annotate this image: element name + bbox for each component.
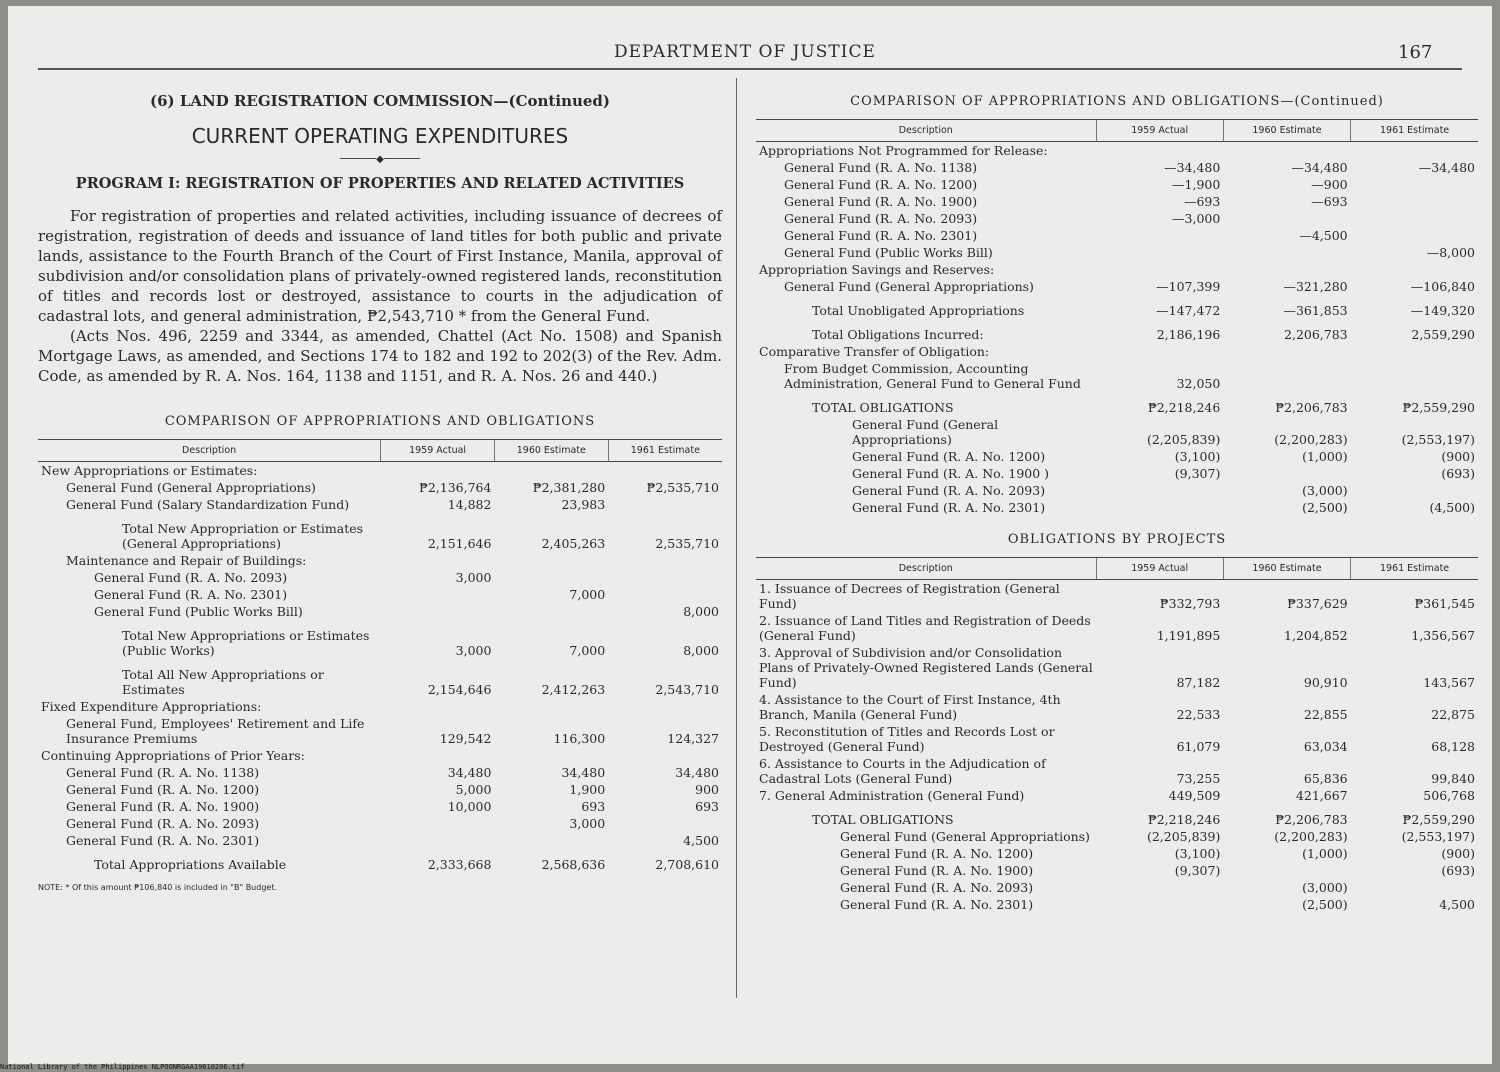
table-row [756,499,1478,516]
row-value: 61,079 [1176,739,1221,754]
row-label: Total New Appropriations or Estimates (Public Works) [122,628,370,658]
row-value: ₱2,206,783 [1275,812,1348,827]
row-value [494,462,608,480]
footnote: NOTE: * Of this amount ₱106,840 is included in "B" Budget. [38,883,278,892]
row-value: —34,480 [1164,160,1221,175]
row-label: General Fund (R. A. No. 2301) [852,500,1046,515]
table-row [38,798,722,815]
row-value: 34,480 [675,765,719,780]
row-value [1096,482,1223,499]
row-value: 2,412,263 [541,682,606,697]
row-value: (693) [1441,466,1475,481]
column-header: 1959 Actual [1096,558,1223,580]
row-value [381,552,495,569]
row-value: ₱2,381,280 [532,480,606,495]
table-title: COMPARISON OF APPROPRIATIONS AND OBLIGATIONS—(Continued) [850,94,1384,109]
row-value [1351,210,1478,227]
row-value: 2,708,610 [655,857,719,872]
row-value: —900 [1311,177,1348,192]
row-value: (3,000) [1302,483,1348,498]
row-value: ₱337,629 [1287,596,1348,611]
table-row [756,392,1478,416]
row-value: 1,900 [569,782,606,797]
row-value: (2,205,839) [1146,432,1221,447]
program-title: PROGRAM I: REGISTRATION OF PROPERTIES AND RELATED ACTIVITIES [75,175,685,192]
row-value [1223,343,1350,360]
comparison-table [38,439,722,873]
table-row [756,862,1478,879]
table-row [38,513,722,552]
row-label: General Fund (R. A. No. 2301) [840,897,1034,912]
row-value: (2,500) [1302,897,1348,912]
row-value: 2,154,646 [427,682,492,697]
row-label: Total Appropriations Available [94,857,287,872]
table-row [38,781,722,798]
row-value: —693 [1183,194,1221,209]
row-value: —1,900 [1172,177,1221,192]
row-value: 32,050 [1176,376,1221,391]
row-value: —3,000 [1172,211,1221,226]
row-value: 506,768 [1423,788,1475,803]
row-value [381,747,495,764]
row-value: —107,399 [1156,279,1221,294]
row-value [494,747,608,764]
row-value: 2,186,196 [1156,327,1221,342]
row-value: (900) [1441,449,1475,464]
table-row [38,659,722,698]
row-label: General Fund (R. A. No. 1200) [840,846,1034,861]
row-value: 7,000 [569,643,606,658]
row-value [1223,862,1350,879]
row-label: Appropriation Savings and Reserves: [759,262,995,277]
row-value [1351,360,1478,392]
row-value: 2,543,710 [655,682,719,697]
row-value: —361,853 [1283,303,1348,318]
row-value: ₱2,559,290 [1402,400,1475,415]
table-row [756,879,1478,896]
row-label: General Fund (R. A. No. 1200) [66,782,260,797]
row-label: General Fund (General Appropriations) [66,480,316,495]
row-value [1351,142,1478,160]
row-value [381,603,495,620]
row-value [1223,244,1350,261]
column-header: Description [38,440,381,462]
row-label: Total All New Appropriations or Estimates [122,667,324,697]
table-row [756,227,1478,244]
row-value: (1,000) [1302,846,1348,861]
row-label: General Fund (R. A. No. 1900 ) [852,466,1050,481]
row-label: General Fund (R. A. No. 2301) [784,228,978,243]
document-page [8,6,1492,1064]
left-column [38,84,722,892]
row-label: TOTAL OBLIGATIONS [812,400,954,415]
row-value [1096,227,1223,244]
row-label: General Fund (Public Works Bill) [784,245,993,260]
row-value: (4,500) [1429,500,1475,515]
row-value: 7,000 [569,587,606,602]
row-value [381,462,495,480]
table-row [38,815,722,832]
row-value [1351,176,1478,193]
row-label: General Fund (R. A. No. 2093) [784,211,978,226]
row-label: General Fund (R. A. No. 1138) [784,160,978,175]
row-value [1351,227,1478,244]
row-label: General Fund (Salary Standardization Fund) [66,497,350,512]
row-value: 116,300 [553,731,606,746]
column-header: 1961 Estimate [1351,558,1478,580]
row-label: Fixed Expenditure Appropriations: [41,699,262,714]
table-row [38,603,722,620]
row-label: Maintenance and Repair of Buildings: [66,553,307,568]
row-value: ₱332,793 [1159,596,1221,611]
row-label: TOTAL OBLIGATIONS [812,812,954,827]
row-value [381,832,495,849]
column-header: 1960 Estimate [1223,120,1350,142]
row-label: General Fund (R. A. No. 1200) [784,177,978,192]
row-value [381,815,495,832]
table-row [756,176,1478,193]
row-value: 1,356,567 [1411,628,1475,643]
table-row [756,465,1478,482]
table-row [756,159,1478,176]
row-label: 3. Approval of Subdivision and/or Consolidation Plans of Privately-Owned Registered Lands (General Fund) [759,645,1093,690]
table-row [756,210,1478,227]
subtitle: CURRENT OPERATING EXPENDITURES [191,124,569,148]
row-value: (9,307) [1174,466,1221,481]
table-row [756,343,1478,360]
row-label: General Fund (R. A. No. 2301) [66,833,260,848]
row-label: Total Obligations Incurred: [812,327,984,342]
table-row [756,244,1478,261]
row-value: (2,553,197) [1401,829,1475,844]
section-title: (6) LAND REGISTRATION COMMISSION—(Continued) [149,92,611,110]
table-row [756,755,1478,787]
paragraph-1: For registration of properties and related activities, including issuance of decrees of registration, registration of deeds and issuance of land titles for both public and private lands, assistance to the Fourth Branch of the Court of First Instance, Manila, approval of subdivision and/or consolidation plans of privately-owned registered lands, reconstitution of titles and records lost or destroyed, assistance to courts in the adjudication of cadastral lots, and general administration, ₱2,543,710 * from the General Fund. [38,207,722,325]
row-label: New Appropriations or Estimates: [41,463,258,478]
row-value: 693 [581,799,606,814]
row-label: From Budget Commission, Accounting Administration, General Fund to General Fund [784,361,1081,391]
table-row [756,448,1478,465]
row-value: (2,500) [1302,500,1348,515]
row-value: —321,280 [1283,279,1348,294]
row-value: 3,000 [569,816,606,831]
table-row [756,723,1478,755]
row-label: General Fund (R. A. No. 1200) [852,449,1046,464]
table-row [756,416,1478,448]
table-row [756,804,1478,828]
row-label: 6. Assistance to Courts in the Adjudication of Cadastral Lots (General Fund) [759,756,1046,786]
row-value: ₱2,136,764 [419,480,492,495]
table-row [756,482,1478,499]
row-value: 8,000 [683,604,719,619]
row-value: —149,320 [1410,303,1475,318]
column-header: 1959 Actual [1096,120,1223,142]
row-value [608,462,722,480]
row-value [1351,193,1478,210]
row-value [1096,343,1223,360]
row-value: 4,500 [1439,897,1475,912]
row-value: 99,840 [1431,771,1475,786]
row-value: (2,553,197) [1401,432,1475,447]
row-value: 34,480 [447,765,492,780]
row-value [608,747,722,764]
row-label: General Fund (R. A. No. 1900) [66,799,260,814]
row-value: 14,882 [447,497,492,512]
table-row [756,580,1478,613]
row-value: 10,000 [447,799,492,814]
table-title: OBLIGATIONS BY PROJECTS [1007,532,1227,547]
row-value [1223,465,1350,482]
table-row [756,278,1478,295]
row-value: (1,000) [1302,449,1348,464]
row-value [608,569,722,586]
row-value: 8,000 [683,643,719,658]
row-value: 900 [695,782,719,797]
row-value: 22,875 [1431,707,1475,722]
table-row [38,496,722,513]
row-value: 87,182 [1176,675,1221,690]
row-value [1096,244,1223,261]
table-row [756,896,1478,913]
row-label: General Fund (General Appropriations) [784,279,1034,294]
table-row [38,764,722,781]
row-value: 2,559,290 [1411,327,1475,342]
row-value [1096,896,1223,913]
row-value: 22,855 [1303,707,1348,722]
row-value: ₱2,206,783 [1275,400,1348,415]
row-value: 2,151,646 [427,536,492,551]
table-row [756,828,1478,845]
row-value [494,698,608,715]
table-row [756,787,1478,804]
row-value: (2,205,839) [1146,829,1221,844]
row-label: General Fund (R. A. No. 2093) [94,570,288,585]
row-value [1223,210,1350,227]
row-value: ₱2,218,246 [1147,812,1221,827]
row-value: ₱2,218,246 [1147,400,1221,415]
row-value [608,586,722,603]
row-value: (3,000) [1302,880,1348,895]
table-row [38,849,722,873]
row-label: 7. General Administration (General Fund) [759,788,1025,803]
column-header: 1960 Estimate [494,440,608,462]
row-value: 34,480 [561,765,606,780]
scan-footer: National Library of the Philippines NLPOONRGAA19610206.tif [0,1063,245,1071]
row-value: 63,034 [1303,739,1348,754]
table-row [756,193,1478,210]
row-value [1351,879,1478,896]
row-label: 5. Reconstitution of Titles and Records Lost or Destroyed (General Fund) [759,724,1055,754]
column-header: 1960 Estimate [1223,558,1350,580]
table-row [38,462,722,480]
row-label: General Fund (R. A. No. 2093) [840,880,1034,895]
row-label: Total Unobligated Appropriations [812,303,1025,318]
row-value: 2,535,710 [655,536,719,551]
row-value: 23,983 [561,497,606,512]
row-label: General Fund, Employees' Retirement and Life Insurance Premiums [66,716,365,746]
row-value: 2,333,668 [427,857,492,872]
page-number: 167 [1398,42,1433,63]
right-column [756,84,1478,913]
row-value [608,815,722,832]
row-label: Continuing Appropriations of Prior Years: [41,748,305,763]
row-value: (900) [1441,846,1475,861]
table-row [756,845,1478,862]
row-value [608,496,722,513]
row-label: General Fund (R. A. No. 2093) [66,816,260,831]
row-label: General Fund (R. A. No. 1138) [66,765,260,780]
ornament: ──────◆────── [340,154,420,165]
running-header: DEPARTMENT OF JUSTICE [614,42,876,62]
row-value: —106,840 [1410,279,1475,294]
obligations-by-projects-table [756,557,1478,913]
table-row [756,319,1478,343]
row-label: General Fund (R. A. No. 1900) [840,863,1034,878]
table-row [756,261,1478,278]
program-description [38,206,722,386]
column-header: 1961 Estimate [608,440,722,462]
row-value: (3,100) [1174,846,1221,861]
table-title: COMPARISON OF APPROPRIATIONS AND OBLIGATIONS [164,414,596,429]
row-value: (9,307) [1174,863,1221,878]
table-row [756,360,1478,392]
row-value: 2,206,783 [1284,327,1348,342]
row-value [381,698,495,715]
row-value [1096,879,1223,896]
table-row [756,612,1478,644]
row-value [1351,482,1478,499]
row-value: 124,327 [667,731,719,746]
row-value: 3,000 [455,570,492,585]
row-label: General Fund (General Appropriations) [852,417,999,447]
row-value: 68,128 [1431,739,1475,754]
row-label: General Fund (Public Works Bill) [94,604,303,619]
table-row [38,479,722,496]
comparison-table-continued [756,119,1478,516]
row-value [608,698,722,715]
row-value [1223,142,1350,160]
row-value: 421,667 [1295,788,1348,803]
row-value: (2,200,283) [1274,432,1348,447]
table-row [38,832,722,849]
table-row [756,142,1478,160]
row-value [494,569,608,586]
row-value: 1,191,895 [1156,628,1221,643]
row-value: 143,567 [1423,675,1475,690]
row-value: 4,500 [683,833,719,848]
table-row [38,698,722,715]
row-value: 3,000 [455,643,492,658]
row-value: ₱2,559,290 [1402,812,1475,827]
row-value [608,552,722,569]
table-row [38,747,722,764]
column-header: 1959 Actual [381,440,495,462]
row-label: General Fund (R. A. No. 2301) [94,587,288,602]
table-row [756,644,1478,691]
table-row [38,586,722,603]
row-label: Comparative Transfer of Obligation: [759,344,990,359]
column-header: Description [756,120,1096,142]
row-label: General Fund (General Appropriations) [840,829,1090,844]
row-value [1351,261,1478,278]
row-label: Appropriations Not Programmed for Release: [759,143,1048,158]
row-value [1096,142,1223,160]
column-divider [736,78,737,998]
row-value: ₱2,535,710 [646,480,719,495]
row-value: 449,509 [1168,788,1221,803]
row-value: 693 [695,799,719,814]
column-header: Description [756,558,1096,580]
column-header: 1961 Estimate [1351,120,1478,142]
row-value [1096,261,1223,278]
row-value: 2,405,263 [541,536,606,551]
row-label: General Fund (R. A. No. 2093) [852,483,1046,498]
table-row [38,552,722,569]
table-row [38,715,722,747]
row-value [1096,499,1223,516]
row-value: —34,480 [1418,160,1475,175]
row-value: ₱361,545 [1414,596,1475,611]
row-value: —693 [1311,194,1348,209]
row-value [494,832,608,849]
row-value: 73,255 [1176,771,1221,786]
row-label: 1. Issuance of Decrees of Registration (General Fund) [759,581,1060,611]
table-row [756,295,1478,319]
row-value: —8,000 [1426,245,1475,260]
row-value [494,603,608,620]
row-value: 90,910 [1303,675,1348,690]
row-value [1223,261,1350,278]
row-value: —4,500 [1299,228,1348,243]
row-value: 65,836 [1303,771,1348,786]
row-label: 4. Assistance to the Court of First Instance, 4th Branch, Manila (General Fund) [759,692,1061,722]
header-rule [38,68,1462,70]
row-value [1223,360,1350,392]
row-value: (2,200,283) [1274,829,1348,844]
row-value: 1,204,852 [1284,628,1348,643]
row-value: 5,000 [455,782,492,797]
row-value: 22,533 [1176,707,1221,722]
row-value [381,586,495,603]
row-value: 2,568,636 [541,857,606,872]
row-value: 129,542 [439,731,492,746]
row-value [1351,343,1478,360]
table-row [756,691,1478,723]
row-value: —147,472 [1156,303,1221,318]
row-value [494,552,608,569]
paragraph-2: (Acts Nos. 496, 2259 and 3344, as amended, Chattel (Act No. 1508) and Spanish Mortgage Laws, as amended, and Sections 174 to 182 and 192 to 202(3) of the Rev. Adm. Code, as amended by R. A. Nos. 164, 1138 and 1151, and R. A. Nos. 26 and 440.) [38,327,722,385]
table-row [38,620,722,659]
row-value: (3,100) [1174,449,1221,464]
row-label: General Fund (R. A. No. 1900) [784,194,978,209]
row-value: —34,480 [1291,160,1348,175]
table-row [38,569,722,586]
row-label: Total New Appropriation or Estimates (General Appropriations) [122,521,364,551]
row-value: (693) [1441,863,1475,878]
row-label: 2. Issuance of Land Titles and Registration of Deeds (General Fund) [759,613,1091,643]
